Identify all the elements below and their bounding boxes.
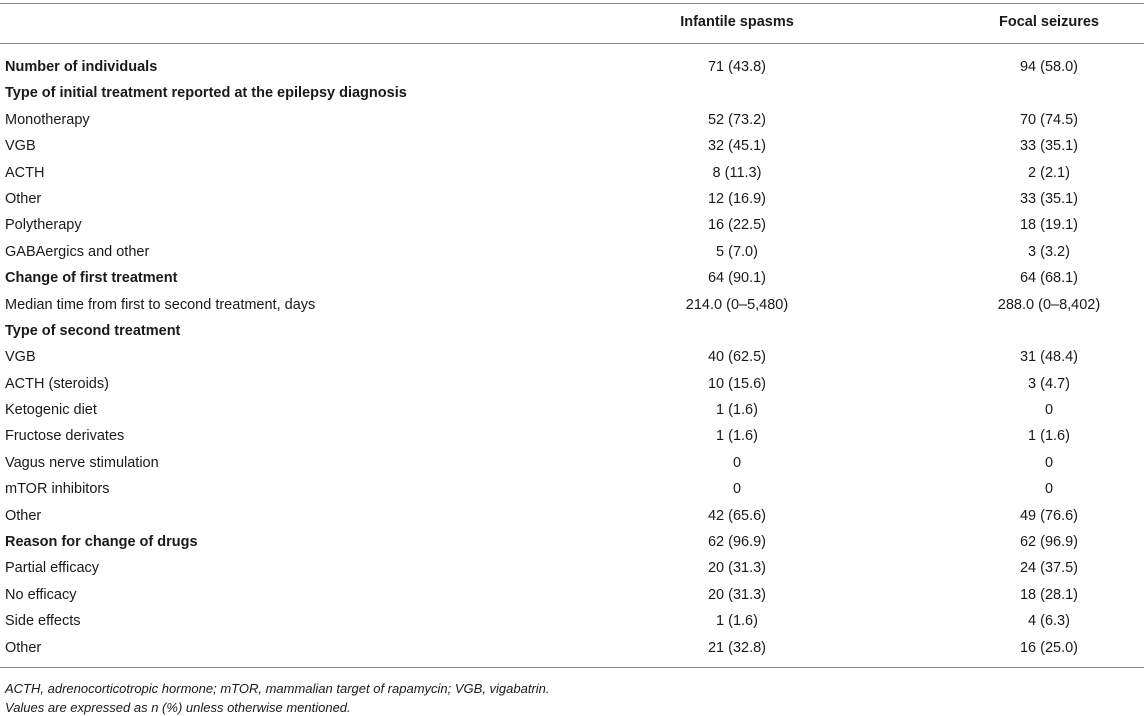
table-row	[0, 80, 1144, 106]
cell-focal-seizures: 0	[1044, 481, 1054, 498]
cell-focal-seizures: 16 (25.0)	[1019, 639, 1079, 656]
row-label: Type of second treatment	[5, 322, 181, 339]
table-row	[0, 503, 1144, 529]
table-row	[0, 107, 1144, 133]
cell-focal-seizures: 3 (3.2)	[1028, 243, 1070, 260]
table-header	[0, 3, 1144, 43]
table-row	[0, 371, 1144, 397]
row-label: Other	[5, 639, 42, 656]
row-label: Ketogenic diet	[5, 402, 97, 419]
row-label: Fructose derivates	[5, 428, 125, 445]
cell-infantile-spasms: 1 (1.6)	[716, 613, 758, 630]
table-row	[0, 608, 1144, 634]
row-label: mTOR inhibitors	[5, 481, 110, 498]
cell-infantile-spasms: 12 (16.9)	[707, 190, 767, 207]
cell-infantile-spasms: 0	[732, 481, 742, 498]
table-row	[0, 265, 1144, 291]
cell-focal-seizures: 64 (68.1)	[1019, 270, 1079, 287]
table-row	[0, 133, 1144, 159]
table-row	[0, 450, 1144, 476]
table-row	[0, 239, 1144, 265]
table-row	[0, 529, 1144, 555]
table-body	[0, 54, 1144, 661]
cell-infantile-spasms: 20 (31.3)	[707, 586, 767, 603]
cell-focal-seizures: 49 (76.6)	[1019, 507, 1079, 524]
row-label: Partial efficacy	[5, 560, 100, 577]
cell-focal-seizures: 18 (19.1)	[1019, 217, 1079, 234]
cell-focal-seizures: 24 (37.5)	[1019, 560, 1079, 577]
cell-infantile-spasms: 214.0 (0–5,480)	[685, 296, 789, 313]
table-row	[0, 318, 1144, 344]
bottom-rule	[0, 667, 1144, 668]
cell-infantile-spasms: 0	[732, 454, 742, 471]
header-rule	[0, 43, 1144, 44]
cell-infantile-spasms: 10 (15.6)	[707, 375, 767, 392]
cell-focal-seizures: 70 (74.5)	[1019, 111, 1079, 128]
cell-infantile-spasms: 16 (22.5)	[707, 217, 767, 234]
cell-infantile-spasms: 42 (65.6)	[707, 507, 767, 524]
table-row	[0, 186, 1144, 212]
cell-infantile-spasms: 1 (1.6)	[716, 402, 758, 419]
cell-infantile-spasms: 52 (73.2)	[707, 111, 767, 128]
cell-focal-seizures: 94 (58.0)	[1019, 59, 1079, 75]
cell-infantile-spasms: 62 (96.9)	[707, 534, 767, 551]
cell-focal-seizures: 288.0 (0–8,402)	[997, 296, 1101, 313]
row-label: Other	[5, 190, 42, 207]
cell-focal-seizures: 62 (96.9)	[1019, 534, 1079, 551]
row-label: VGB	[5, 349, 36, 366]
row-label: Monotherapy	[5, 111, 90, 128]
row-label: Vagus nerve stimulation	[5, 454, 159, 471]
footnote-abbreviations: ACTH, adrenocorticotropic hormone; mTOR, mammalian target of rapamycin; VGB, vigabatrin.	[5, 681, 550, 696]
table-row	[0, 397, 1144, 423]
cell-infantile-spasms: 1 (1.6)	[716, 428, 758, 445]
cell-infantile-spasms: 32 (45.1)	[707, 138, 767, 155]
cell-focal-seizures: 0	[1044, 402, 1054, 419]
cell-infantile-spasms: 20 (31.3)	[707, 560, 767, 577]
cell-focal-seizures: 1 (1.6)	[1028, 428, 1070, 445]
column-header-focal-seizures: Focal seizures	[999, 14, 1099, 30]
cell-focal-seizures: 3 (4.7)	[1028, 375, 1070, 392]
cell-infantile-spasms: 71 (43.8)	[707, 59, 767, 75]
cell-infantile-spasms: 21 (32.8)	[707, 639, 767, 656]
table-row	[0, 212, 1144, 238]
cell-focal-seizures: 18 (28.1)	[1019, 586, 1079, 603]
row-label: Reason for change of drugs	[5, 534, 198, 551]
table-row	[0, 423, 1144, 449]
table-row	[0, 344, 1144, 370]
row-label: Median time from first to second treatment, days	[5, 296, 316, 313]
row-label: ACTH	[5, 164, 45, 181]
cell-focal-seizures: 33 (35.1)	[1019, 138, 1079, 155]
row-label: Change of first treatment	[5, 270, 178, 287]
row-label: Side effects	[5, 613, 81, 630]
cell-focal-seizures: 33 (35.1)	[1019, 190, 1079, 207]
row-label: Type of initial treatment reported at the epilepsy diagnosis	[5, 85, 407, 102]
table-row	[0, 54, 1144, 80]
row-label: Number of individuals	[5, 59, 158, 75]
cell-focal-seizures: 31 (48.4)	[1019, 349, 1079, 366]
table-row	[0, 582, 1144, 608]
cell-focal-seizures: 4 (6.3)	[1028, 613, 1070, 630]
cell-infantile-spasms: 8 (11.3)	[712, 164, 762, 181]
row-label: GABAergics and other	[5, 243, 150, 260]
row-label: ACTH (steroids)	[5, 375, 109, 392]
cell-infantile-spasms: 64 (90.1)	[707, 270, 767, 287]
table-row	[0, 292, 1144, 318]
cell-infantile-spasms: 40 (62.5)	[707, 349, 767, 366]
cell-focal-seizures: 2 (2.1)	[1028, 164, 1070, 181]
footnote-values: Values are expressed as n (%) unless otherwise mentioned.	[5, 700, 351, 715]
row-label: No efficacy	[5, 586, 77, 603]
table-row	[0, 555, 1144, 581]
table-row	[0, 476, 1144, 502]
cell-infantile-spasms: 5 (7.0)	[716, 243, 758, 260]
row-label: Other	[5, 507, 42, 524]
cell-focal-seizures: 0	[1044, 454, 1054, 471]
row-label: VGB	[5, 138, 36, 155]
row-label: Polytherapy	[5, 217, 82, 234]
table-row	[0, 160, 1144, 186]
table-row	[0, 635, 1144, 661]
column-header-infantile-spasms: Infantile spasms	[680, 14, 794, 30]
